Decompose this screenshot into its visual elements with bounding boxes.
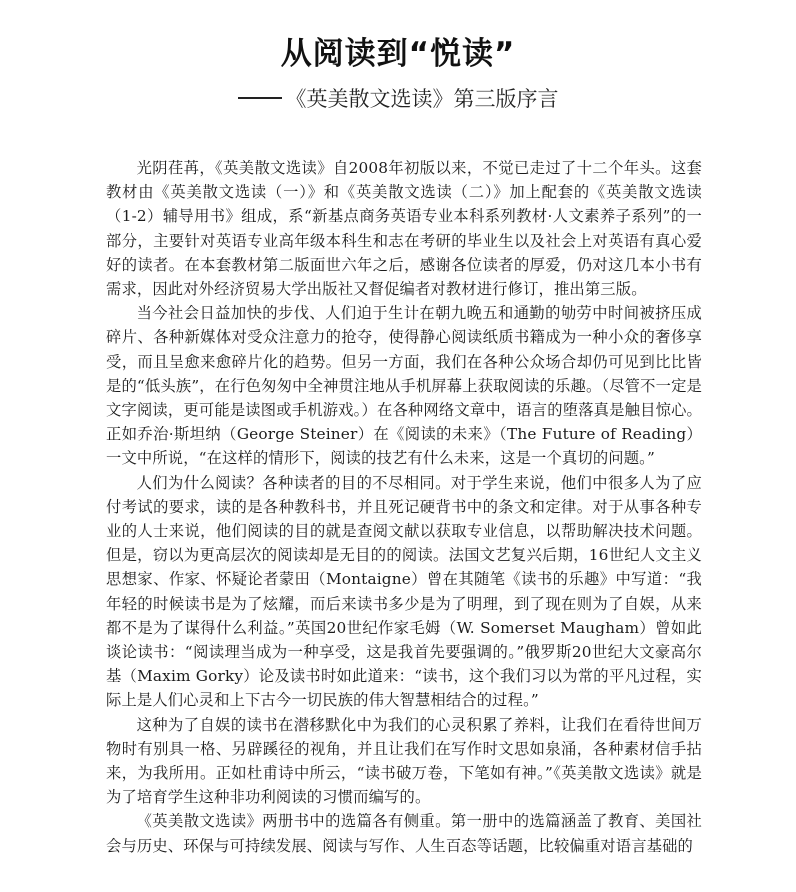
paragraph: 当今社会日益加快的步伐、人们迫于生计在朝九晚五和通勤的劬劳中时间被挤压成碎片、各种新媒体对受众注意力的抢夺，使得静心阅读纸质书籍成为一种小众的奢侈享受，而且呈愈来愈碎片化的趋势。但另一方面，我们在各种公众场合却仍可见到比比皆是的“低头族”，在行色匆匆中全神贯注地从手机屏幕上获取阅读的乐趣。（尽管不一定是文字阅读，更可能是读图或手机游戏。）在各种网络文章中，语言的堕落真是触目惊心。正如乔治·斯坦纳（George Steiner）在《阅读的未来》（The Future of Reading）一文中所说，“在这样的情形下，阅读的技艺有什么未来，这是一个真切的问题。” <box>106 304 702 468</box>
subtitle-dash <box>238 97 282 99</box>
paragraph: 光阴荏苒，《英美散文选读》自2008年初版以来，不觉已走过了十二个年头。这套教材由《英美散文选读（一）》和《英美散文选读（二）》加上配套的《英美散文选读（1-2）辅导用书》组成，系“新基点商务英语专业本科系列教材·人文素养子系列”的一部分，主要针对英语专业高年级本科生和志在考研的毕业生以及社会上对英语有真心爱好的读者。在本套教材第二版面世六年之后，感谢各位读者的厚爱，仍对这几本小书有需求，因此对外经济贸易大学出版社又督促编者对教材进行修订，推出第三版。 <box>106 159 702 299</box>
page-title: 从阅读到“悦读” <box>280 36 516 72</box>
page-subtitle <box>0 84 796 114</box>
paragraph: 这种为了自娱的读书在潜移默化中为我们的心灵积累了养料，让我们在看待世间万物时有别具一格、另辟蹊径的视角，并且让我们在写作时文思如泉涌，各种素材信手拈来，为我所用。正如杜甫诗中所云，“读书破万卷，下笔如有神。”《英美散文选读》就是为了培育学生这种非功利阅读的习惯而编写的。 <box>106 715 702 807</box>
body-text <box>106 156 702 858</box>
paragraph: 人们为什么阅读？各种读者的目的不尽相同。对于学生来说，他们中很多人为了应付考试的要求，读的是各种教科书，并且死记硬背书中的条文和定律。对于从事各种专业的人士来说，他们阅读的目的就是查阅文献以获取专业信息，以帮助解决技术问题。但是，窃以为更高层次的阅读却是无目的的阅读。法国文艺复兴后期，16世纪人文主义思想家、作家、怀疑论者蒙田（Montaigne）曾在其随笔《读书的乐趣》中写道：“我年轻的时候读书是为了炫耀，而后来读书多少是为了明理，到了现在则为了自娱，从来都不是为了谋得什么利益。”英国20世纪作家毛姆（W. Somerset Maugham）曾如此谈论读书：“阅读理当成为一种享受，这是我首先要强调的。”俄罗斯20世纪大文豪高尔基（Maxim Gorky）论及读书时如此道来：“读书，这个我们习以为常的平凡过程，实际上是人们心灵和上下古今一切民族的伟大智慧相结合的过程。” <box>106 473 702 710</box>
paragraph: 《英美散文选读》两册书中的选篇各有侧重。第一册中的选篇涵盖了教育、美国社会与历史、环保与可持续发展、阅读与写作、人生百态等话题，比较偏重对语言基础的 <box>106 812 702 855</box>
subtitle-text: 《英美散文选读》第三版序言 <box>285 87 559 111</box>
